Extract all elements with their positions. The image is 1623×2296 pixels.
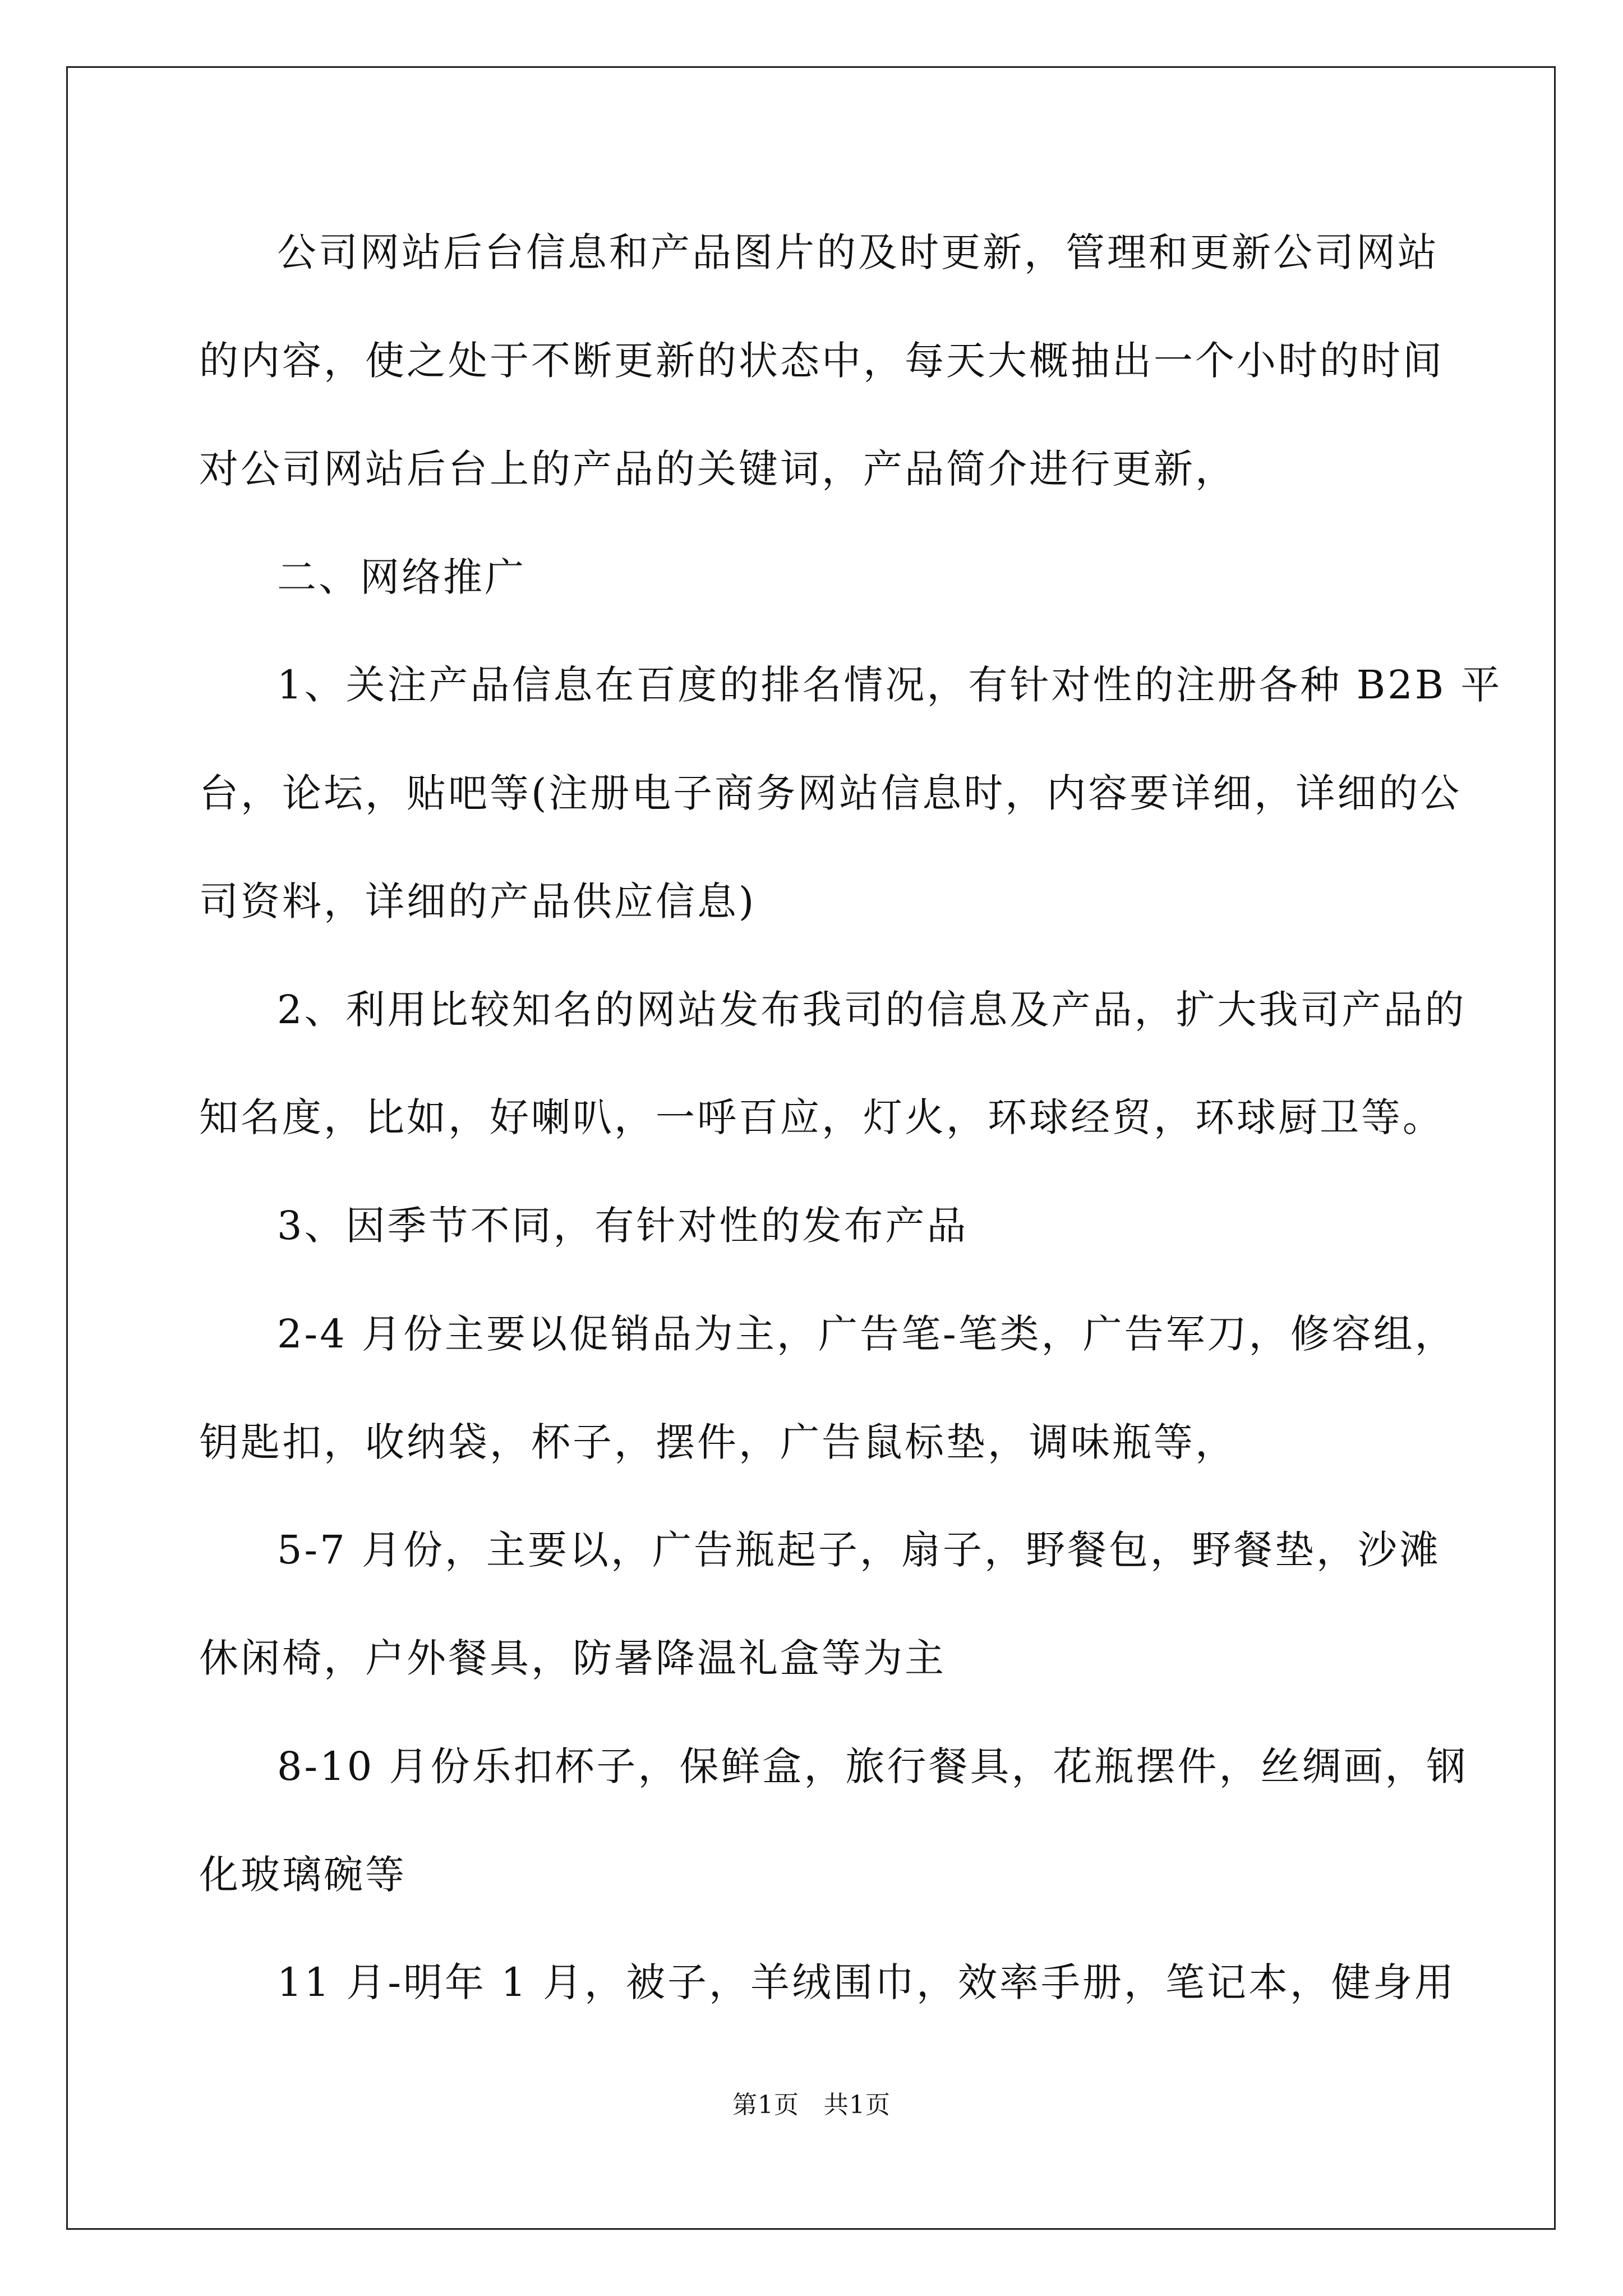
page-number-total: 共1页 bbox=[824, 2091, 891, 2119]
paragraph-line: 对公司网站后台上的产品的关键词，产品简介进行更新， bbox=[199, 446, 1237, 492]
paragraph-line: 11 月-明年 1 月，被子，羊绒围巾，效率手册，笔记本，健身用 bbox=[277, 1959, 1456, 2005]
paragraph-line: 2-4 月份主要以促销品为主，广告笔-笔类，广告军刀，修容组， bbox=[277, 1311, 1456, 1357]
section-heading: 二、网络推广 bbox=[277, 554, 526, 600]
paragraph-line: 台，论坛，贴吧等(注册电子商务网站信息时，内容要详细，详细的公 bbox=[199, 770, 1462, 816]
paragraph-line: 5-7 月份，主要以，广告瓶起子，扇子，野餐包，野餐垫，沙滩 bbox=[277, 1527, 1441, 1573]
page-number-current: 第1页 bbox=[732, 2091, 799, 2119]
paragraph-line: 的内容，使之处于不断更新的状态中，每天大概抽出一个小时的时间 bbox=[199, 338, 1444, 384]
paragraph-line: 知名度，比如，好喇叭，一呼百应，灯火，环球经贸，环球厨卫等。 bbox=[199, 1094, 1444, 1140]
paragraph-line: 休闲椅，户外餐具，防暑降温礼盒等为主 bbox=[199, 1635, 946, 1681]
paragraph-line: 公司网站后台信息和产品图片的及时更新，管理和更新公司网站 bbox=[277, 229, 1439, 275]
paragraph-line: 1、关注产品信息在百度的排名情况，有针对性的注册各种 B2B 平 bbox=[277, 662, 1502, 708]
paragraph-line: 化玻璃碗等 bbox=[199, 1852, 407, 1898]
page-border bbox=[66, 66, 1556, 2230]
paragraph-line: 2、利用比较知名的网站发布我司的信息及产品，扩大我司产品的 bbox=[277, 987, 1467, 1033]
paragraph-line: 3、因季节不同，有针对性的发布产品 bbox=[277, 1203, 969, 1249]
page-footer bbox=[0, 2090, 1623, 2121]
paragraph-line: 司资料，详细的产品供应信息) bbox=[199, 878, 757, 924]
paragraph-line: 8-10 月份乐扣杯子，保鲜盒，旅行餐具，花瓶摆件，丝绸画，钢 bbox=[277, 1743, 1468, 1789]
paragraph-line: 钥匙扣，收纳袋，杯子，摆件，广告鼠标垫，调味瓶等， bbox=[199, 1419, 1237, 1465]
